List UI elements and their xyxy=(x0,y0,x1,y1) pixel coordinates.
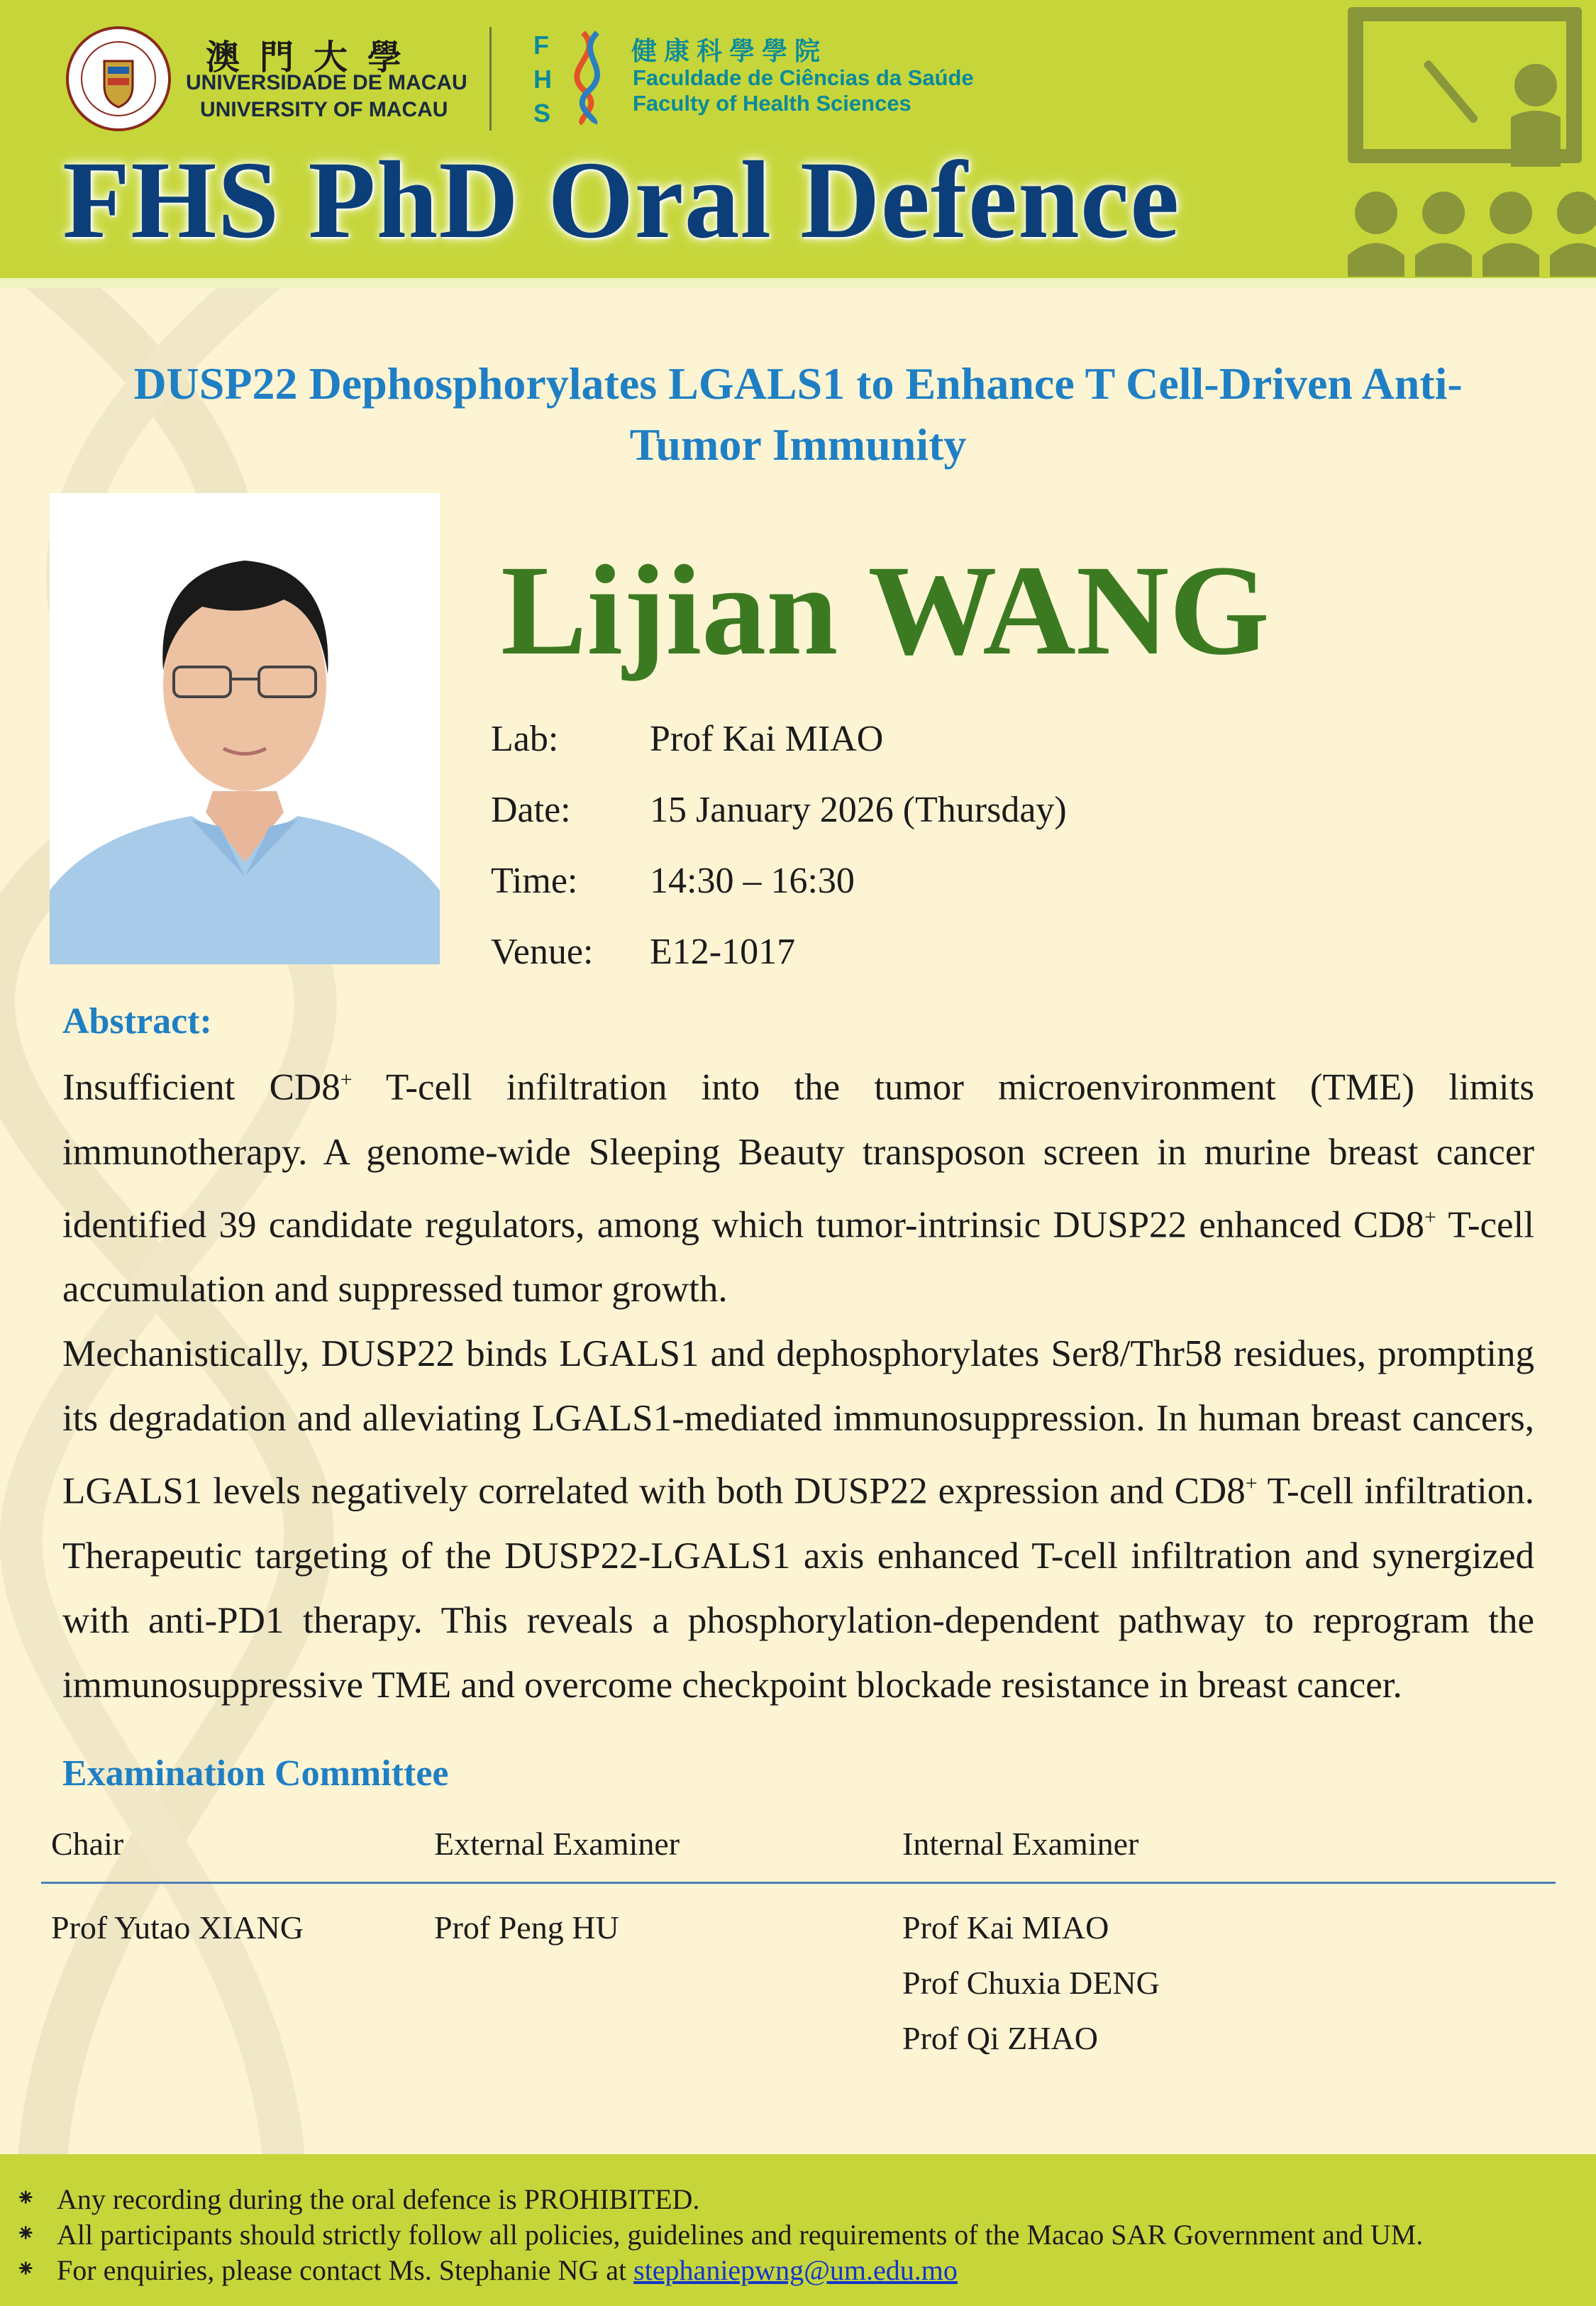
enquiries-text: For enquiries, please contact Ms. Stephanie NG at xyxy=(57,2254,634,2286)
info-venue xyxy=(491,931,795,973)
fhs-dna-logo-icon xyxy=(533,26,611,125)
thesis-title-line-1: DUSP22 Dephosphorylates LGALS1 to Enhance T Cell-Driven Anti- xyxy=(133,358,1463,409)
bullet-icon: ⁕ xyxy=(16,2256,36,2283)
venue-value: E12-1017 xyxy=(650,932,796,972)
teacher-presentation-icon xyxy=(1298,0,1596,278)
thesis-title-line-2: Tumor Immunity xyxy=(629,419,967,470)
footer-note-policies: All participants should strictly follow all policies, guidelines and requirements of the Macao SAR Government and UM. xyxy=(57,2219,1424,2251)
abstract-body xyxy=(62,1047,1534,1718)
svg-text:F: F xyxy=(533,31,549,60)
external-examiner-member: Prof Peng HU xyxy=(434,1909,619,1946)
fhs-portuguese-name: Faculdade de Ciências da Saúde xyxy=(633,65,974,90)
abstract-paragraph-1 xyxy=(62,1047,1534,1322)
bullet-icon: ⁕ xyxy=(16,2185,36,2212)
lab-value: Prof Kai MIAO xyxy=(650,719,884,759)
logo-divider xyxy=(489,27,492,131)
abstract-text: T-cell infiltration. Therapeutic targeting of the DUSP22-LGALS1 axis enhanced T-cell infiltration and synergized with anti-PD1 therapy. This reveals a phosphorylation-dependent pathway to reprogram the immunosuppressive TME and overcome checkpoint blockade resistance in breast cancer. xyxy=(62,1470,1535,1706)
header-banner xyxy=(0,0,1596,278)
internal-examiner-member: Prof Kai MIAO xyxy=(902,1909,1109,1946)
abstract-heading: Abstract: xyxy=(62,1001,212,1042)
abstract-text: T-cell infiltration into the tumor microenvironment (TME) limits immunotherapy. A genome-wide Sleeping Beauty transposon screen in murine breast cancer identified 39 candidate regulators, among which tumor-intrinsic DUSP22 enhanced CD8 xyxy=(62,1066,1535,1246)
um-english-name: UNIVERSITY OF MACAU xyxy=(200,98,448,121)
chair-label: Chair xyxy=(51,1826,124,1862)
um-chinese-name: 澳門大學 xyxy=(206,38,422,77)
internal-examiner-member: Prof Qi ZHAO xyxy=(902,2020,1098,2056)
date-label: Date: xyxy=(491,790,571,830)
bullet-icon: ⁕ xyxy=(16,2221,36,2247)
candidate-name: Lijian WANG xyxy=(501,539,1270,682)
venue-label: Venue: xyxy=(491,932,594,972)
university-seal-icon xyxy=(65,26,172,132)
committee-heading: Examination Committee xyxy=(62,1753,449,1794)
lab-label: Lab: xyxy=(491,719,559,759)
time-value: 14:30 – 16:30 xyxy=(650,861,855,901)
footer-note-enquiries xyxy=(57,2253,958,2287)
info-lab xyxy=(491,718,883,760)
candidate-photo xyxy=(50,493,440,964)
fhs-chinese-name: 健康科學學院 xyxy=(631,37,828,66)
internal-examiner-member: Prof Chuxia DENG xyxy=(902,1965,1160,2001)
internal-examiner-label: Internal Examiner xyxy=(902,1826,1139,1862)
abstract-text: Insufficient CD8 xyxy=(62,1066,340,1108)
superscript: + xyxy=(1424,1205,1436,1229)
external-examiner-label: External Examiner xyxy=(434,1826,680,1862)
footer-notes xyxy=(0,2154,1596,2306)
info-time xyxy=(491,860,855,902)
time-label: Time: xyxy=(491,861,578,901)
svg-text:H: H xyxy=(533,65,552,94)
chair-member: Prof Yutao XIANG xyxy=(51,1909,304,1946)
candidate-portrait-icon xyxy=(50,493,440,964)
contact-email-link[interactable]: stephaniepwng@um.edu.mo xyxy=(633,2254,958,2286)
header-divider xyxy=(0,278,1596,288)
footer-note-recording: Any recording during the oral defence is PROHIBITED. xyxy=(57,2183,700,2215)
superscript: + xyxy=(1245,1472,1258,1496)
date-value: 15 January 2026 (Thursday) xyxy=(650,790,1067,830)
page-title: FHS PhD Oral Defence xyxy=(62,138,1180,261)
abstract-paragraph-2 xyxy=(62,1322,1534,1718)
fhs-english-name: Faculty of Health Sciences xyxy=(633,91,911,116)
abstract-text: Mechanistically, DUSP22 binds LGALS1 and dephosphorylates Ser8/Thr58 residues, prompting its degradation and alleviating LGALS1-mediated immunosuppression. In human breast cancers, LGALS1 levels negatively correlated with both DUSP22 expression and CD8 xyxy=(62,1333,1534,1512)
superscript: + xyxy=(340,1068,353,1091)
committee-divider xyxy=(41,1882,1556,1884)
info-date xyxy=(491,789,1067,831)
svg-text:S: S xyxy=(533,99,551,125)
abstract-text: T-cell accumulation and suppressed tumor growth. xyxy=(62,1204,1535,1311)
thesis-title xyxy=(28,353,1568,475)
um-portuguese-name: UNIVERSIDADE DE MACAU xyxy=(186,71,467,94)
